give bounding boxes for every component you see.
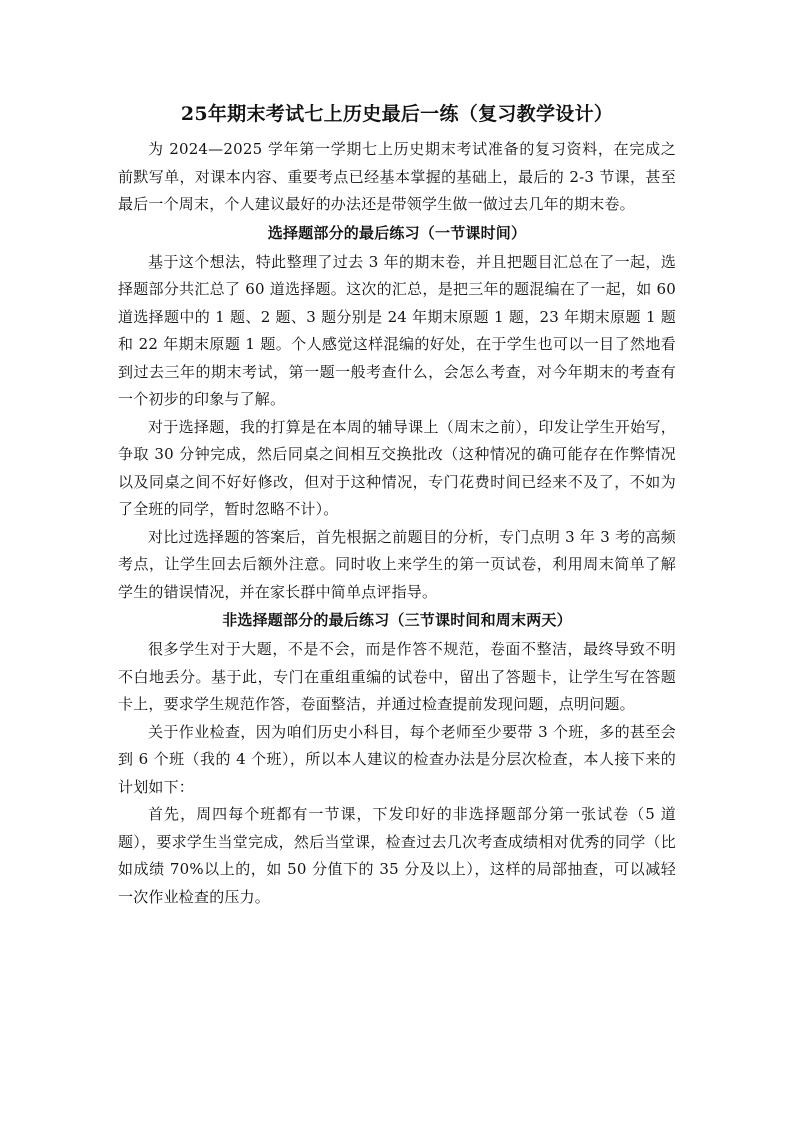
section2-paragraph-1: 很多学生对于大题，不是不会，而是作答不规范，卷面不整洁，最终导致不明不白地丢分。基于此，专门在重组重编的试卷中，留出了答题卡，让学生写在答题卡上，要求学生规范作答，卷面整洁，并通过检查提前发现问题，点明问题。 — [118, 640, 676, 713]
document-title: 25年期末考试七上历史最后一练（复习教学设计） — [180, 103, 614, 125]
section2-paragraph-3: 首先，周四每个班都有一节课，下发印好的非选择题部分第一张试卷（5 道题），要求学生当堂完成，然后当堂课，检查过去几次考查成绩相对优秀的同学（比如成绩 70%以上的，如 50 分值下的 35 分及以上），这样的局部抽查，可以减轻一次作业检查的压力。 — [118, 805, 676, 906]
section-heading-non-choice-questions: 非选择题部分的最后练习（三节课时间和周末两天） — [222, 611, 572, 629]
section2-paragraph-2: 关于作业检查，因为咱们历史小科目，每个老师至少要带 3 个班，多的甚至会到 6 个班（我的 4 个班），所以本人建议的检查办法是分层次检查，本人接下来的计划如下： — [118, 722, 676, 796]
section1-paragraph-1: 基于这个想法，特此整理了过去 3 年的期末卷，并且把题目汇总在了一起，选择题部分共汇总了 60 道选择题。这次的汇总，是把三年的题混编在了一起，如 60 道选择题中的 1 题、2 题、3 题分别是 24 年期末原题 1 题，23 年期末原题 1 题和 22 年期末原题 1 题。个人感觉这样混编的好处，在于学生也可以一目了然地看到过去三年的期末考试，第一题一般考查什么，会怎么考查，对今年期末的考查有一个初步的印象与了解。 — [118, 252, 676, 408]
section-heading-choice-questions: 选择题部分的最后练习（一节课时间） — [267, 223, 527, 242]
section1-paragraph-2: 对于选择题，我的打算是在本周的辅导课上（周末之前），印发让学生开始写，争取 30 分钟完成，然后同桌之间相互交换批改（这种情况的确可能存在作弊情况以及同桌之间不好好修改，但对于这种情况，专门花费时间已经来不及了，不如为了全班的同学，暂时忽略不计）。 — [118, 417, 676, 518]
section1-paragraph-3: 对比过选择题的答案后，首先根据之前题目的分析，专门点明 3 年 3 考的高频考点，让学生回去后额外注意。同时收上来学生的第一页试卷，利用周末简单了解学生的错误情况，并在家长群中简单点评指导。 — [118, 527, 676, 601]
intro-paragraph: 为 2024—2025 学年第一学期七上历史期末考试准备的复习资料，在完成之前默写单，对课本内容、重要考点已经基本掌握的基础上，最后的 2-3 节课，甚至最后一个周末，个人建议最好的办法还是带领学生做一做过去几年的期末卷。 — [118, 140, 676, 213]
document-page — [118, 100, 676, 911]
